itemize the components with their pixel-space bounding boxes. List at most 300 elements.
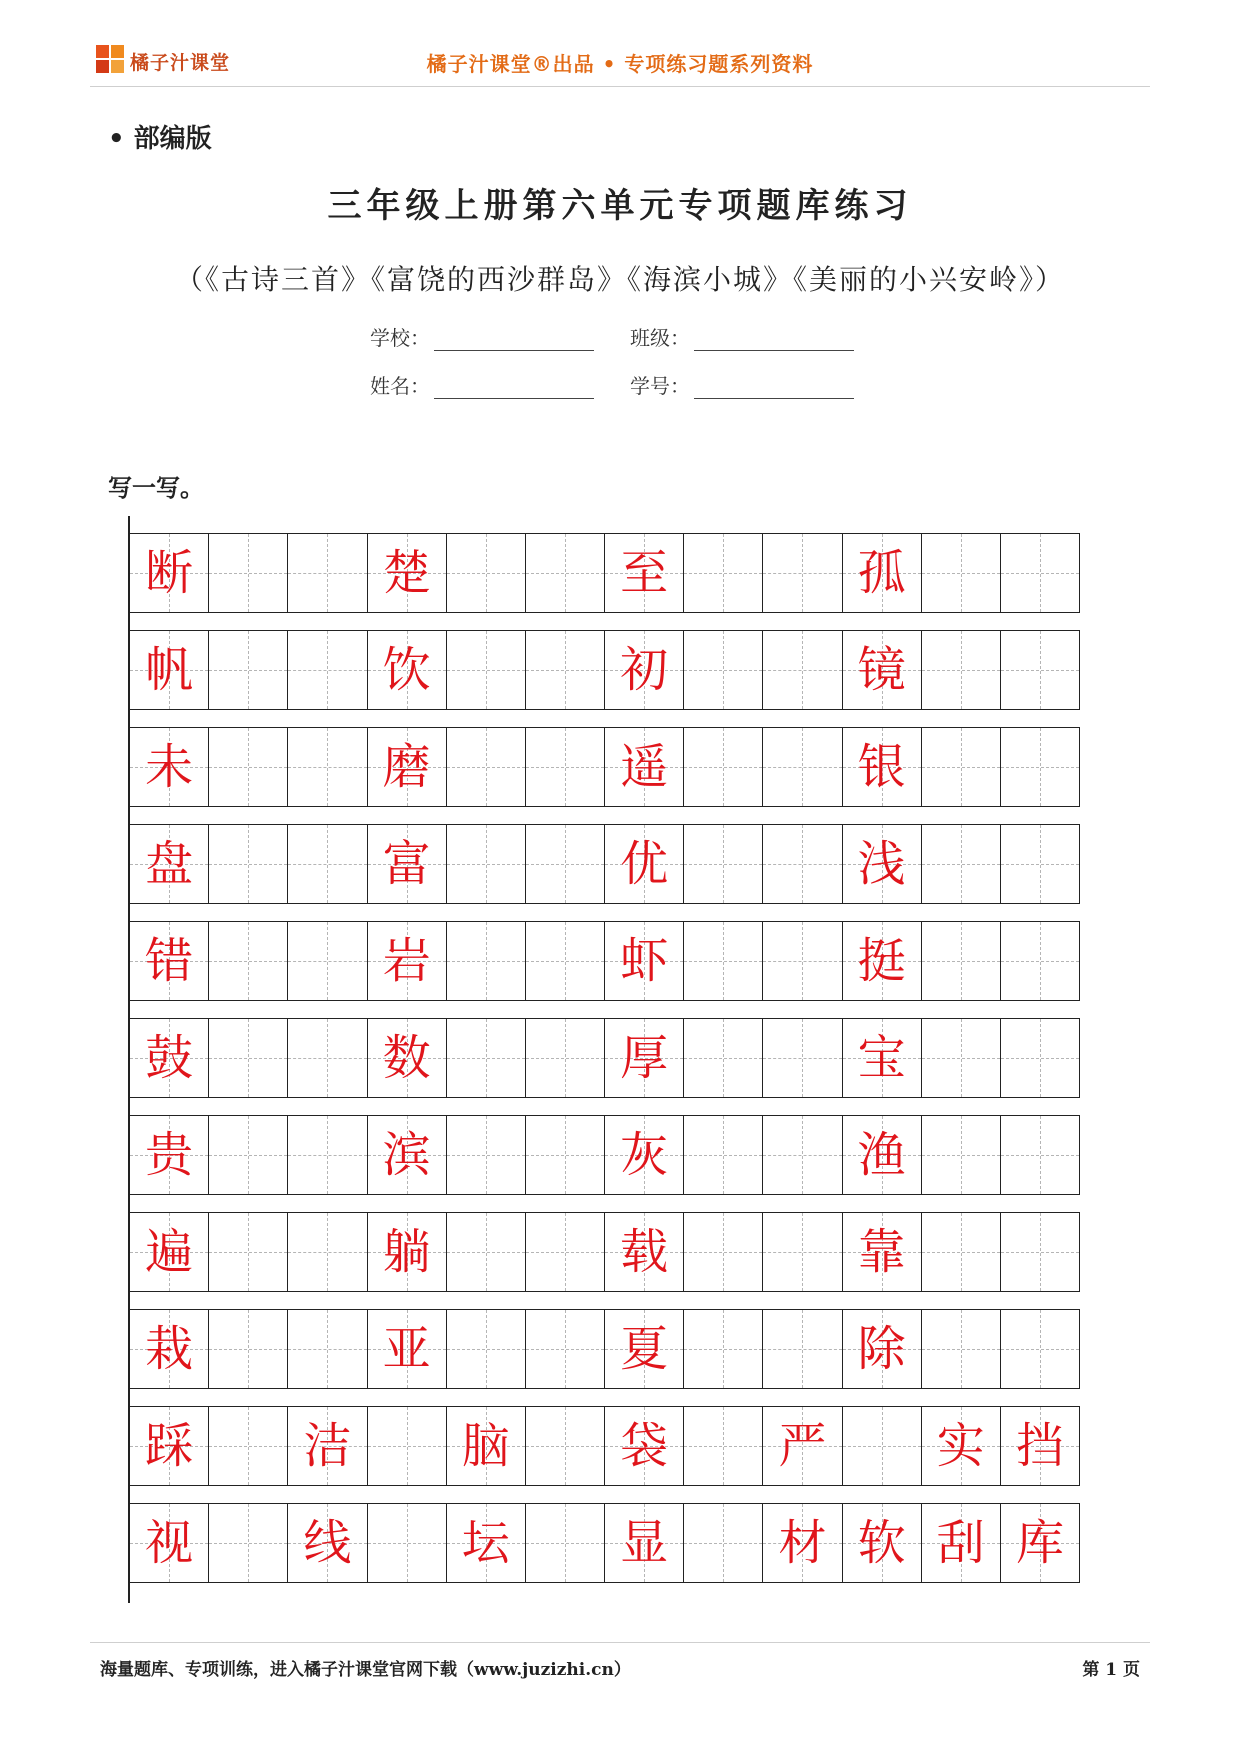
model-character: 磨: [382, 739, 431, 795]
writing-cell[interactable]: [763, 1213, 842, 1291]
writing-cell[interactable]: [130, 825, 209, 903]
writing-cell[interactable]: [368, 1407, 447, 1485]
writing-cell[interactable]: [843, 1019, 922, 1097]
model-character: [447, 825, 525, 903]
writing-cell[interactable]: [1001, 1116, 1079, 1194]
row-gutter: [128, 1001, 1080, 1018]
model-character: 软: [857, 1515, 906, 1571]
writing-cell[interactable]: [368, 825, 447, 903]
model-character: 脑: [461, 1418, 510, 1474]
writing-cell[interactable]: [447, 728, 526, 806]
model-character: 栽: [145, 1321, 194, 1377]
writing-cell[interactable]: [526, 1213, 605, 1291]
writing-cell[interactable]: [763, 922, 842, 1000]
model-character: 躺: [382, 1224, 431, 1280]
lesson-list: （《古诗三首》《富饶的西沙群岛》《海滨小城》《美丽的小兴安岭》）: [174, 263, 1065, 296]
footer-note: 海量题库、专项训练，进入橘子汁课堂官网下载（www.juzizhi.cn）: [100, 1660, 631, 1680]
writing-cell[interactable]: [843, 825, 922, 903]
row-gutter: [128, 1292, 1080, 1309]
model-character: [526, 922, 604, 1000]
writing-cell[interactable]: [684, 1504, 763, 1582]
writing-cell[interactable]: [922, 1310, 1001, 1388]
writing-cell[interactable]: [843, 1310, 922, 1388]
model-character: [209, 1213, 287, 1291]
model-character: [922, 1213, 1000, 1291]
model-character: 帆: [145, 642, 194, 698]
model-character: 遥: [620, 739, 669, 795]
writing-cell[interactable]: [605, 1504, 684, 1582]
writing-cell[interactable]: [447, 631, 526, 709]
writing-cell[interactable]: [843, 1504, 922, 1582]
model-character: 浅: [857, 836, 906, 892]
writing-cell[interactable]: [763, 1310, 842, 1388]
writing-cell[interactable]: [288, 1407, 367, 1485]
model-character: 饮: [382, 642, 431, 698]
writing-cell[interactable]: [288, 1019, 367, 1097]
model-character: 鼓: [145, 1030, 194, 1086]
model-character: [922, 825, 1000, 903]
model-character: [447, 1213, 525, 1291]
writing-cell[interactable]: [763, 631, 842, 709]
writing-cell[interactable]: [209, 1116, 288, 1194]
writing-cell[interactable]: [1001, 631, 1079, 709]
row-gutter: [128, 807, 1080, 824]
writing-cell[interactable]: [130, 1407, 209, 1485]
writing-cell[interactable]: [843, 1213, 922, 1291]
number-label: 学号：: [630, 374, 690, 398]
model-character: [922, 1310, 1000, 1388]
writing-cell[interactable]: [288, 631, 367, 709]
writing-cell[interactable]: [209, 728, 288, 806]
writing-cell[interactable]: [447, 1019, 526, 1097]
model-character: [288, 1116, 366, 1194]
writing-cell[interactable]: [209, 922, 288, 1000]
model-character: 遍: [145, 1224, 194, 1280]
model-character: 载: [620, 1224, 669, 1280]
model-character: 灰: [620, 1127, 669, 1183]
writing-cell[interactable]: [605, 534, 684, 612]
page-footer: [90, 1642, 1150, 1683]
model-character: [922, 1116, 1000, 1194]
model-character: [763, 728, 841, 806]
name-blank[interactable]: [434, 376, 594, 399]
model-character: [526, 1407, 604, 1485]
model-character: [447, 1310, 525, 1388]
model-character: [684, 1116, 762, 1194]
model-character: [209, 825, 287, 903]
model-character: [763, 534, 841, 612]
model-character: 宝: [857, 1030, 906, 1086]
writing-cell[interactable]: [843, 922, 922, 1000]
model-character: [684, 1504, 762, 1582]
writing-cell[interactable]: [922, 922, 1001, 1000]
model-character: [526, 1504, 604, 1582]
writing-cell[interactable]: [763, 534, 842, 612]
writing-cell[interactable]: [1001, 1213, 1079, 1291]
school-field[interactable]: [370, 322, 594, 352]
writing-cell[interactable]: [130, 728, 209, 806]
grid-end: [128, 1583, 1080, 1603]
model-character: 挡: [1015, 1418, 1064, 1474]
model-character: [1001, 728, 1079, 806]
writing-cell[interactable]: [922, 1407, 1001, 1485]
writing-cell[interactable]: [526, 728, 605, 806]
name-label: 姓名：: [370, 374, 430, 398]
writing-cell[interactable]: [209, 1407, 288, 1485]
model-character: 亚: [382, 1321, 431, 1377]
model-character: 严: [778, 1418, 827, 1474]
brand-name: 橘子汁课堂: [130, 52, 231, 74]
writing-cell[interactable]: [526, 1310, 605, 1388]
model-character: [447, 631, 525, 709]
writing-cell[interactable]: [447, 922, 526, 1000]
writing-cell[interactable]: [526, 922, 605, 1000]
model-character: 至: [620, 545, 669, 601]
writing-cell[interactable]: [288, 534, 367, 612]
model-character: [288, 1310, 366, 1388]
writing-cell[interactable]: [922, 1504, 1001, 1582]
model-character: [288, 534, 366, 612]
school-label: 学校：: [370, 326, 430, 350]
writing-cell[interactable]: [922, 1019, 1001, 1097]
cell-strip: [128, 1212, 1080, 1292]
model-character: 未: [145, 739, 194, 795]
model-character: 夏: [620, 1321, 669, 1377]
model-character: [209, 534, 287, 612]
writing-cell[interactable]: [130, 631, 209, 709]
row-gutter: [128, 613, 1080, 630]
model-character: [526, 631, 604, 709]
class-label: 班级：: [630, 326, 690, 350]
writing-cell[interactable]: [922, 728, 1001, 806]
model-character: [209, 1310, 287, 1388]
row-gutter: [128, 1195, 1080, 1212]
grid-row: [128, 1389, 1080, 1486]
model-character: [1001, 1019, 1079, 1097]
model-character: 滨: [382, 1127, 431, 1183]
model-character: [1001, 1116, 1079, 1194]
writing-cell[interactable]: [605, 922, 684, 1000]
header-title: 橘子汁课堂®出品 • 专项练习题系列资料: [426, 52, 814, 76]
writing-cell[interactable]: [209, 1019, 288, 1097]
writing-cell[interactable]: [922, 1213, 1001, 1291]
writing-cell[interactable]: [447, 1310, 526, 1388]
writing-cell[interactable]: [843, 1116, 922, 1194]
model-character: [684, 922, 762, 1000]
model-character: 错: [145, 933, 194, 989]
writing-cell[interactable]: [763, 1116, 842, 1194]
writing-cell[interactable]: [368, 631, 447, 709]
writing-cell[interactable]: [130, 922, 209, 1000]
writing-cell[interactable]: [526, 825, 605, 903]
model-character: 库: [1015, 1515, 1064, 1571]
model-character: [288, 825, 366, 903]
model-character: 显: [620, 1515, 669, 1571]
grid-row: [128, 1292, 1080, 1389]
model-character: 实: [936, 1418, 985, 1474]
row-gutter: [128, 516, 1080, 533]
writing-cell[interactable]: [368, 1213, 447, 1291]
model-character: [447, 1116, 525, 1194]
model-character: 孤: [857, 545, 906, 601]
writing-cell[interactable]: [288, 825, 367, 903]
writing-cell[interactable]: [763, 825, 842, 903]
writing-cell[interactable]: [605, 1213, 684, 1291]
model-character: [1001, 1310, 1079, 1388]
name-field[interactable]: [370, 370, 594, 400]
model-character: [1001, 1213, 1079, 1291]
writing-cell[interactable]: [605, 631, 684, 709]
model-character: [684, 825, 762, 903]
model-character: 厚: [620, 1030, 669, 1086]
model-character: [209, 631, 287, 709]
model-character: 洁: [303, 1418, 352, 1474]
writing-cell[interactable]: [684, 1116, 763, 1194]
model-character: [1001, 825, 1079, 903]
grid-row: [128, 1098, 1080, 1195]
writing-cell[interactable]: [605, 1019, 684, 1097]
writing-cell[interactable]: [130, 1310, 209, 1388]
writing-cell[interactable]: [843, 1407, 922, 1485]
writing-grid: [128, 516, 1080, 1603]
model-character: [526, 1116, 604, 1194]
class-field[interactable]: [630, 322, 854, 352]
writing-cell[interactable]: [763, 728, 842, 806]
model-character: [684, 728, 762, 806]
model-character: 袋: [620, 1418, 669, 1474]
model-character: 盘: [145, 836, 194, 892]
writing-cell[interactable]: [684, 825, 763, 903]
model-character: [1001, 922, 1079, 1000]
writing-cell[interactable]: [209, 534, 288, 612]
grid-row: [128, 807, 1080, 904]
model-character: 刮: [936, 1515, 985, 1571]
model-character: [288, 1019, 366, 1097]
writing-cell[interactable]: [684, 728, 763, 806]
writing-cell[interactable]: [288, 1213, 367, 1291]
model-character: 富: [382, 836, 431, 892]
writing-cell[interactable]: [368, 1310, 447, 1388]
model-character: 镜: [857, 642, 906, 698]
writing-cell[interactable]: [1001, 534, 1079, 612]
model-character: [684, 631, 762, 709]
writing-cell[interactable]: [368, 1504, 447, 1582]
writing-cell[interactable]: [209, 1213, 288, 1291]
writing-cell[interactable]: [1001, 1407, 1079, 1485]
model-character: [288, 922, 366, 1000]
model-character: [447, 534, 525, 612]
cell-strip: [128, 727, 1080, 807]
model-character: [526, 534, 604, 612]
model-character: 优: [620, 836, 669, 892]
model-character: [526, 1019, 604, 1097]
model-character: 贵: [145, 1127, 194, 1183]
writing-cell[interactable]: [684, 1407, 763, 1485]
writing-cell[interactable]: [605, 1407, 684, 1485]
model-character: [209, 728, 287, 806]
model-character: [526, 825, 604, 903]
row-gutter: [128, 1389, 1080, 1406]
writing-cell[interactable]: [843, 631, 922, 709]
page-header: [90, 36, 1150, 87]
writing-cell[interactable]: [130, 1213, 209, 1291]
model-character: [684, 1019, 762, 1097]
model-character: 坛: [461, 1515, 510, 1571]
grid-row: [128, 710, 1080, 807]
writing-cell[interactable]: [922, 631, 1001, 709]
model-character: [922, 631, 1000, 709]
model-character: [447, 1019, 525, 1097]
model-character: [209, 1019, 287, 1097]
row-gutter: [128, 1486, 1080, 1503]
writing-cell[interactable]: [368, 1019, 447, 1097]
model-character: [1001, 534, 1079, 612]
model-character: 初: [620, 642, 669, 698]
model-character: 数: [382, 1030, 431, 1086]
writing-cell[interactable]: [763, 1407, 842, 1485]
model-character: 虾: [620, 933, 669, 989]
writing-cell[interactable]: [684, 534, 763, 612]
writing-cell[interactable]: [288, 1504, 367, 1582]
writing-cell[interactable]: [447, 1213, 526, 1291]
number-blank[interactable]: [694, 376, 854, 399]
writing-cell[interactable]: [526, 631, 605, 709]
model-character: [209, 1116, 287, 1194]
writing-cell[interactable]: [288, 728, 367, 806]
cell-strip: [128, 1115, 1080, 1195]
writing-cell[interactable]: [526, 1019, 605, 1097]
model-character: [447, 728, 525, 806]
model-character: [763, 1310, 841, 1388]
model-character: [843, 1407, 921, 1485]
model-character: 材: [778, 1515, 827, 1571]
grid-row: [128, 1195, 1080, 1292]
writing-cell[interactable]: [605, 1116, 684, 1194]
writing-cell[interactable]: [1001, 1310, 1079, 1388]
writing-cell[interactable]: [684, 1019, 763, 1097]
writing-cell[interactable]: [684, 1310, 763, 1388]
writing-cell[interactable]: [209, 1504, 288, 1582]
writing-cell[interactable]: [130, 1116, 209, 1194]
writing-cell[interactable]: [447, 534, 526, 612]
school-blank[interactable]: [434, 328, 594, 351]
writing-cell[interactable]: [447, 1407, 526, 1485]
cell-strip: [128, 630, 1080, 710]
grid-row: [128, 516, 1080, 613]
writing-cell[interactable]: [526, 534, 605, 612]
page-number: 第 1 页: [1082, 1660, 1140, 1680]
writing-cell[interactable]: [922, 825, 1001, 903]
writing-cell[interactable]: [288, 922, 367, 1000]
model-character: [288, 728, 366, 806]
model-character: [763, 1213, 841, 1291]
writing-cell[interactable]: [209, 1310, 288, 1388]
model-character: [526, 1213, 604, 1291]
class-blank[interactable]: [694, 328, 854, 351]
model-character: [763, 1116, 841, 1194]
writing-cell[interactable]: [922, 1116, 1001, 1194]
writing-cell[interactable]: [763, 1019, 842, 1097]
writing-cell[interactable]: [1001, 1504, 1079, 1582]
number-field[interactable]: [630, 370, 854, 400]
cell-strip: [128, 824, 1080, 904]
cell-strip: [128, 1406, 1080, 1486]
writing-cell[interactable]: [368, 1116, 447, 1194]
model-character: 岩: [382, 933, 431, 989]
cell-strip: [128, 533, 1080, 613]
writing-cell[interactable]: [684, 631, 763, 709]
writing-cell[interactable]: [209, 825, 288, 903]
model-character: 银: [857, 739, 906, 795]
writing-cell[interactable]: [843, 728, 922, 806]
writing-cell[interactable]: [684, 1213, 763, 1291]
model-character: [763, 631, 841, 709]
model-character: [922, 728, 1000, 806]
model-character: [368, 1504, 446, 1582]
writing-cell[interactable]: [130, 534, 209, 612]
writing-cell[interactable]: [1001, 922, 1079, 1000]
model-character: [684, 534, 762, 612]
cell-strip: [128, 1503, 1080, 1583]
model-character: [209, 922, 287, 1000]
model-character: [209, 1407, 287, 1485]
writing-cell[interactable]: [763, 1504, 842, 1582]
writing-cell[interactable]: [1001, 825, 1079, 903]
model-character: [763, 1019, 841, 1097]
writing-cell[interactable]: [605, 728, 684, 806]
writing-cell[interactable]: [605, 1310, 684, 1388]
writing-cell[interactable]: [447, 1116, 526, 1194]
model-character: [1001, 631, 1079, 709]
model-character: 渔: [857, 1127, 906, 1183]
model-character: 断: [145, 545, 194, 601]
writing-cell[interactable]: [288, 1310, 367, 1388]
model-character: [368, 1407, 446, 1485]
grid-row: [128, 613, 1080, 710]
writing-cell[interactable]: [288, 1116, 367, 1194]
writing-cell[interactable]: [922, 534, 1001, 612]
model-character: 线: [303, 1515, 352, 1571]
row-gutter: [128, 710, 1080, 727]
model-character: 靠: [857, 1224, 906, 1280]
writing-cell[interactable]: [209, 631, 288, 709]
writing-cell[interactable]: [447, 825, 526, 903]
writing-cell[interactable]: [130, 1504, 209, 1582]
model-character: 除: [857, 1321, 906, 1377]
model-character: [763, 922, 841, 1000]
writing-cell[interactable]: [605, 825, 684, 903]
writing-cell[interactable]: [447, 1504, 526, 1582]
writing-cell[interactable]: [368, 728, 447, 806]
writing-cell[interactable]: [843, 534, 922, 612]
page-title: 三年级上册第六单元专项题库练习: [327, 186, 913, 226]
writing-cell[interactable]: [1001, 728, 1079, 806]
model-character: [209, 1504, 287, 1582]
model-character: [922, 1019, 1000, 1097]
model-character: [684, 1213, 762, 1291]
writing-cell[interactable]: [526, 1116, 605, 1194]
writing-cell[interactable]: [526, 1504, 605, 1582]
writing-cell[interactable]: [684, 922, 763, 1000]
writing-cell[interactable]: [1001, 1019, 1079, 1097]
edition-label: • 部编版: [108, 124, 212, 154]
writing-cell[interactable]: [368, 534, 447, 612]
writing-cell[interactable]: [526, 1407, 605, 1485]
cell-strip: [128, 1018, 1080, 1098]
model-character: [288, 631, 366, 709]
writing-cell[interactable]: [368, 922, 447, 1000]
writing-cell[interactable]: [130, 1019, 209, 1097]
